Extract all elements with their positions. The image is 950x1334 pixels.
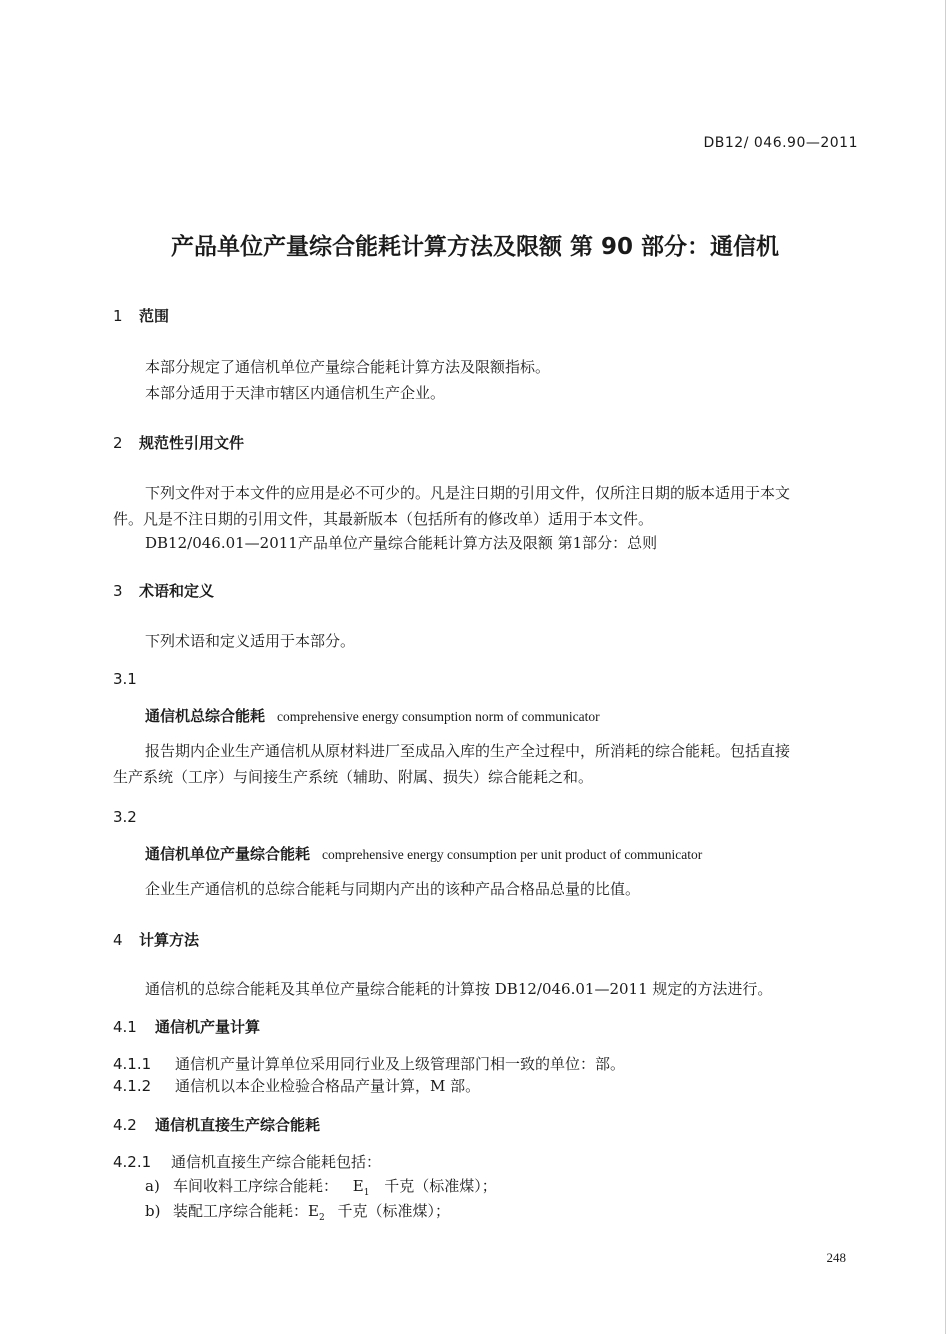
symbol-letter: E <box>308 1202 319 1220</box>
term-definition: 报告期内企业生产通信机从原材料进厂至成品入库的生产全过程中，所消耗的综合能耗。包括直接 <box>145 742 791 760</box>
list-label: b) <box>145 1202 161 1220</box>
clause-number: 3.1 <box>113 670 137 688</box>
section-1-heading <box>113 305 169 326</box>
page-title: 产品单位产量综合能耗计算方法及限额 第 90 部分：通信机 <box>170 234 780 260</box>
symbol-subscript: 2 <box>318 1213 325 1223</box>
section-number: 4.2 <box>113 1116 137 1134</box>
section-4-heading <box>113 929 199 950</box>
subsection-4-2-heading <box>113 1114 320 1135</box>
section-title: 通信机产量计算 <box>155 1018 261 1036</box>
list-item <box>145 1200 450 1223</box>
section-number: 2 <box>113 434 123 452</box>
term-definition: 生产系统（工序）与间接生产系统（辅助、附属、损失）综合能耗之和。 <box>113 768 594 786</box>
clause-item <box>113 1053 625 1074</box>
section-number: 1 <box>113 307 123 325</box>
normative-reference: DB12/046.01—2011产品单位产量综合能耗计算方法及限额 第1部分：总则 <box>145 534 658 552</box>
paragraph: 下列术语和定义适用于本部分。 <box>145 632 356 650</box>
clause-item <box>113 1151 381 1172</box>
clause-item <box>113 1075 480 1096</box>
paragraph: 通信机的总综合能耗及其单位产量综合能耗的计算按 DB12/046.01—2011 规定的方法进行。 <box>145 980 773 998</box>
doc-number: DB12/ 046.90—2011 <box>703 135 858 151</box>
clause-number: 4.1.1 <box>113 1055 152 1073</box>
symbol <box>308 1202 325 1223</box>
section-title: 计算方法 <box>139 931 200 949</box>
paragraph: 件。凡是不注日期的引用文件，其最新版本（包括所有的修改单）适用于本文件。 <box>113 510 654 528</box>
section-title: 规范性引用文件 <box>139 434 245 452</box>
clause-number: 4.2.1 <box>113 1153 152 1171</box>
term-en: comprehensive energy consumption per unit product of communicator <box>322 847 703 862</box>
paragraph: 本部分规定了通信机单位产量综合能耗计算方法及限额指标。 <box>145 358 551 376</box>
section-number: 4.1 <box>113 1018 137 1036</box>
list-text: 装配工序综合能耗： <box>173 1202 309 1220</box>
term-en: comprehensive energy consumption norm of communicator <box>277 709 600 724</box>
paragraph: 下列文件对于本文件的应用是必不可少的。凡是注日期的引用文件，仅所注日期的版本适用于本文 <box>145 484 791 502</box>
section-number: 3 <box>113 582 123 600</box>
page-number: 248 <box>826 1250 846 1265</box>
unit: 千克（标准煤）； <box>384 1177 497 1195</box>
clause-number: 4.1.2 <box>113 1077 152 1095</box>
section-number: 4 <box>113 931 123 949</box>
section-2-heading <box>113 432 244 453</box>
list-item <box>145 1175 497 1198</box>
symbol <box>352 1177 370 1198</box>
term-entry <box>145 705 600 726</box>
section-3-heading <box>113 580 214 601</box>
subsection-4-1-heading <box>113 1016 260 1037</box>
list-text: 车间收料工序综合能耗： <box>173 1177 339 1195</box>
clause-number: 3.2 <box>113 808 137 826</box>
clause-text: 通信机产量计算单位采用同行业及上级管理部门相一致的单位：部。 <box>175 1055 626 1073</box>
scan-edge <box>945 0 946 1334</box>
term-definition: 企业生产通信机的总综合能耗与同期内产出的该种产品合格品总量的比值。 <box>145 880 641 898</box>
paragraph: 本部分适用于天津市辖区内通信机生产企业。 <box>145 384 446 402</box>
section-title: 范围 <box>139 307 170 325</box>
term-zh: 通信机单位产量综合能耗 <box>145 845 311 863</box>
symbol-subscript: 1 <box>363 1188 370 1198</box>
list-label: a) <box>145 1177 160 1195</box>
section-title: 术语和定义 <box>139 582 215 600</box>
clause-text: 通信机以本企业检验合格品产量计算，M 部。 <box>175 1077 481 1095</box>
term-entry <box>145 843 702 864</box>
clause-text: 通信机直接生产综合能耗包括： <box>171 1153 382 1171</box>
unit: 千克（标准煤）； <box>337 1202 450 1220</box>
symbol-letter: E <box>352 1177 364 1195</box>
section-title: 通信机直接生产综合能耗 <box>155 1116 321 1134</box>
term-zh: 通信机总综合能耗 <box>145 707 266 725</box>
